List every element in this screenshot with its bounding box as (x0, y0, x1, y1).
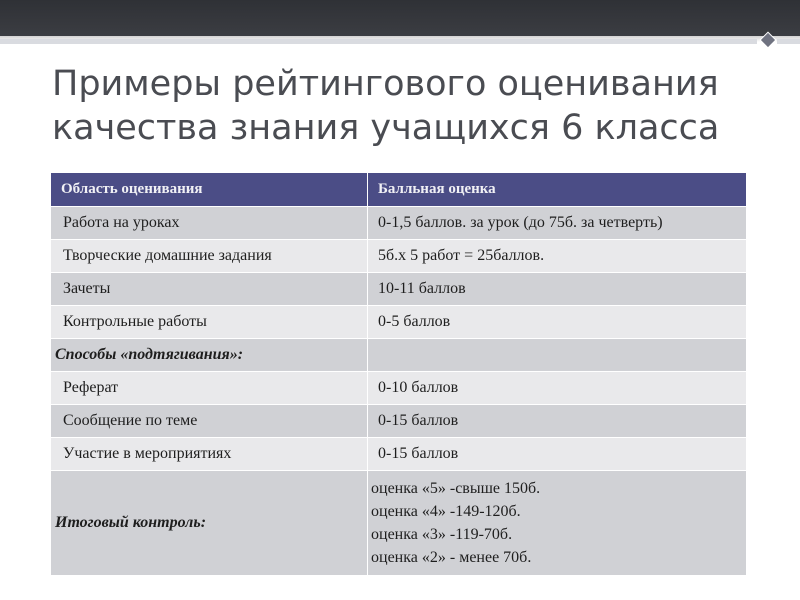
top-decorative-band (0, 0, 800, 36)
cell-score: 0-15 баллов (368, 405, 747, 438)
cell-area: Участие в мероприятиях (51, 438, 368, 471)
section-label: Способы «подтягивания»: (51, 339, 368, 372)
table-row (51, 372, 747, 405)
grading-table (50, 172, 747, 576)
section-row (51, 339, 747, 372)
grade-line-2: оценка «2» - менее 70б. (371, 549, 532, 566)
cell-area: Работа на уроках (51, 207, 368, 240)
cell-score: 0-5 баллов (368, 306, 747, 339)
table-row (51, 207, 747, 240)
cell-score: 0-1,5 баллов. за урок (до 75б. за четверть) (368, 207, 747, 240)
accent-rule-right (777, 39, 800, 44)
table-row (51, 240, 747, 273)
cell-score: 10-11 баллов (368, 273, 747, 306)
table-row (51, 306, 747, 339)
grade-line-3: оценка «3» -119-70б. (371, 526, 513, 543)
grade-line-5: оценка «5» -свыше 150б. (371, 480, 541, 497)
table-header-row (51, 173, 747, 207)
table-row (51, 438, 747, 471)
cell-area: Реферат (51, 372, 368, 405)
table-row (51, 273, 747, 306)
final-label: Итоговый контроль: (51, 471, 368, 576)
accent-rule (0, 39, 757, 44)
cell-score: 0-15 баллов (368, 438, 747, 471)
cell-area: Контрольные работы (51, 306, 368, 339)
table-row (51, 405, 747, 438)
final-grades (368, 471, 747, 576)
header-area: Область оценивания (51, 173, 368, 207)
cell-area: Зачеты (51, 273, 368, 306)
cell-score: 0-10 баллов (368, 372, 747, 405)
cell-area: Творческие домашние задания (51, 240, 368, 273)
final-control-row (51, 471, 747, 576)
slide-title (52, 62, 772, 150)
header-score: Балльная оценка (368, 173, 747, 207)
section-empty-cell (368, 339, 747, 372)
grade-line-4: оценка «4» -149-120б. (371, 503, 521, 520)
cell-score: 5б.х 5 работ = 25баллов. (368, 240, 747, 273)
title-line-2: качества знания учащихся 6 класса (52, 108, 720, 148)
title-line-1: Примеры рейтингового оценивания (52, 64, 719, 104)
cell-area: Сообщение по теме (51, 405, 368, 438)
